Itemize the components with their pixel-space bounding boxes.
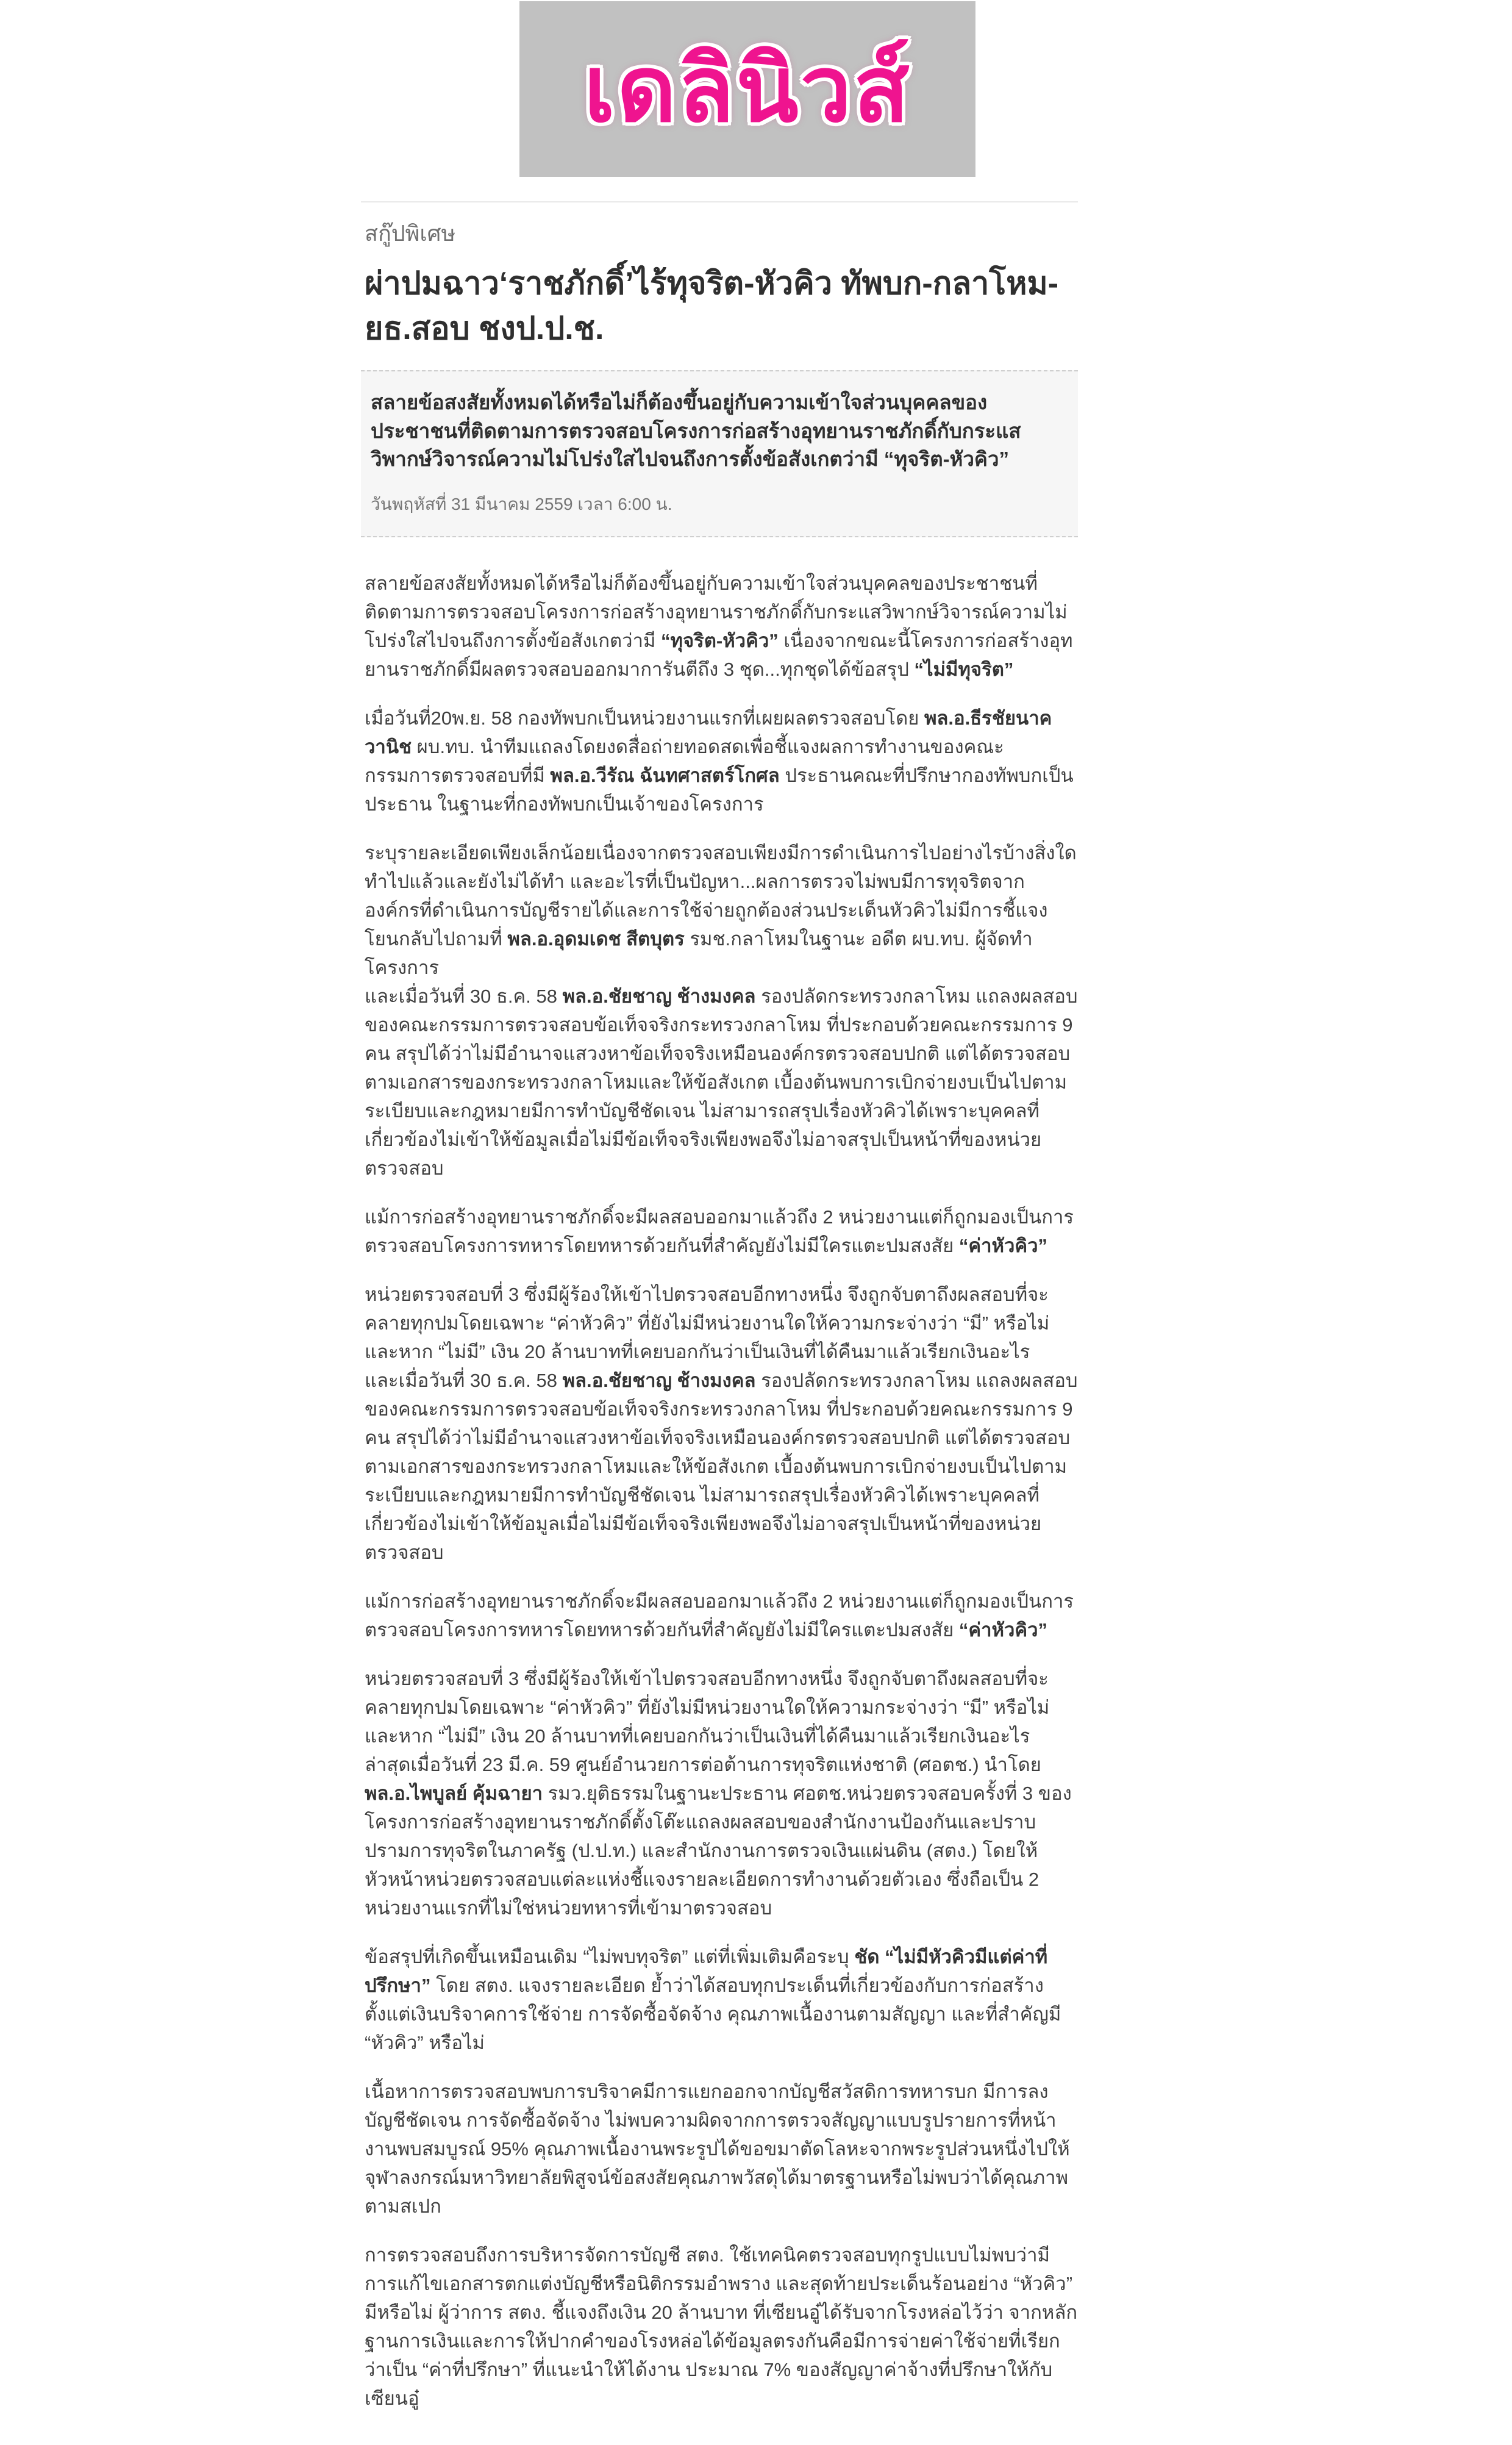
- article-paragraph: ข้อสรุปที่เกิดขึ้นเหมือนเดิม “ไม่พบทุจริต” แต่ที่เพิ่มเติมคือระบุ ชัด “ไม่มีหัวคิวมีแต่ค่าที่ปรึกษา” โดย สตง. แจงรายละเอียด ย้ำว่าได้สอบทุกประเด็นที่เกี่ยวข้องกับการก่อสร้างตั้งแต่เงินบริจาคการใช้จ่าย การจัดซื้อจัดจ้าง คุณภาพเนื้องานตามสัญญา และที่สำคัญมี “หัวคิว” หรือไม่: [365, 1946, 1061, 2054]
- article-body: [361, 569, 1078, 2413]
- publish-date: วันพฤหัสที่ 31 มีนาคม 2559 เวลา 6:00 น.: [371, 495, 672, 514]
- newspaper-logo[interactable]: เดลินิวส์: [583, 38, 911, 140]
- article-paragraph: เนื้อหาการตรวจสอบพบการบริจาคมีการแยกออกจากบัญชีสวัสดิการทหารบก มีการลงบัญชีชัดเจน การจัดซื้อจัดจ้าง ไม่พบความผิดจากการตรวจสัญญาแบบรูปรายการที่หน้างานพบสมบูรณ์ 95% คุณภาพเนื้องานพระรูปได้ขอขมาตัดโลหะจากพระรูปส่วนหนึ่งไปให้จุฬาลงกรณ์มหาวิทยาลัยพิสูจน์ข้อสงสัยคุณภาพวัสดุได้มาตรฐานหรือไม่พบว่าได้คุณภาพตามสเปก: [365, 2081, 1070, 2218]
- article-paragraph: แม้การก่อสร้างอุทยานราชภักดิ์จะมีผลสอบออกมาแล้วถึง 2 หน่วยงานแต่ก็ถูกมองเป็นการตรวจสอบโครงการทหารโดยทหารด้วยกันที่สำคัญยังไม่มีใครแตะปมสงสัย “ค่าหัวคิว”: [365, 1591, 1074, 1641]
- masthead: [519, 1, 975, 177]
- summary-box: [361, 370, 1078, 538]
- category-link[interactable]: สกู๊ปพิเศษ: [365, 221, 456, 246]
- article-paragraph: เมื่อวันที่20พ.ย. 58 กองทัพบกเป็นหน่วยงานแรกที่เผยผลตรวจสอบโดย พล.อ.ธีรชัยนาควานิช ผบ.ทบ. นำทีมแถลงโดยงดสื่อถ่ายทอดสดเพื่อชี้แจงผลการทำงานของคณะกรรมการตรวจสอบที่มี พล.อ.วีรัณ ฉันทศาสตร์โกศล ประธานคณะที่ปรึกษากองทัพบกเป็นประธาน ในฐานะที่กองทัพบกเป็นเจ้าของโครงการ: [365, 707, 1074, 815]
- article-paragraph: ระบุรายละเอียดเพียงเล็กน้อยเนื่องจากตรวจสอบเพียงมีการดำเนินการไปอย่างไรบ้างสิ่งใดทำไปแล้วและยังไม่ได้ทำ และอะไรที่เป็นปัญหา...ผลการตรวจไม่พบมีการทุจริตจากองค์กรที่ดำเนินการบัญชีรายได้และการใช้จ่ายถูกต้องส่วนประเด็นหัวคิวไม่มีการชี้แจงโยนกลับไปถามที่ พล.อ.อุดมเดช สีตบุตร รมช.กลาโหมในฐานะ อดีต ผบ.ทบ. ผู้จัดทำโครงการ และเมื่อวันที่ 30 ธ.ค. 58 พล.อ.ชัยชาญ ช้างมงคล รองปลัดกระทรวงกลาโหม แถลงผลสอบของคณะกรรมการตรวจสอบข้อเท็จจริงกระทรวงกลาโหม ที่ประกอบด้วยคณะกรรมการ 9 คน สรุปได้ว่าไม่มีอำนาจแสวงหาข้อเท็จจริงเหมือนองค์กรตรวจสอบปกติ แต่ได้ตรวจสอบตามเอกสารของกระทรวงกลาโหมและให้ข้อสังเกต เบื้องต้นพบการเบิกจ่ายงบเป็นไปตามระเบียบและกฎหมายมีการทำบัญชีชัดเจน ไม่สามารถสรุปเรื่องหัวคิวได้เพราะบุคคลที่เกี่ยวข้องไม่เข้าให้ข้อมูลเมื่อไม่มีข้อเท็จจริงเพียงพอจึงไม่อาจสรุปเป็นหน้าที่ของหน่วยตรวจสอบ: [365, 842, 1078, 1180]
- article-paragraph: การตรวจสอบถึงการบริหารจัดการบัญชี สตง. ใช้เทคนิคตรวจสอบทุกรูปแบบไม่พบว่ามีการแก้ไขเอกสารตกแต่งบัญชีหรือนิติกรรมอำพราง และสุดท้ายประเด็นร้อนอย่าง “หัวคิว” มีหรือไม่ ผู้ว่าการ สตง. ชี้แจงถึงเงิน 20 ล้านบาท ที่เซียนอู๋ได้รับจากโรงหล่อไว้ว่า จากหลักฐานการเงินและการให้ปากคำของโรงหล่อได้ข้อมูลตรงกันคือมีการจ่ายค่าใช้จ่ายที่เรียกว่าเป็น “ค่าที่ปรึกษา” ที่แนะนำให้ได้งาน ประมาณ 7% ของสัญญาค่าจ้างที่ปรึกษาให้กับเซียนอู๋: [365, 2244, 1078, 2410]
- article-paragraph: หน่วยตรวจสอบที่ 3 ซึ่งมีผู้ร้องให้เข้าไปตรวจสอบอีกทางหนึ่ง จึงถูกจับตาถึงผลสอบที่จะคลายทุกปมโดยเฉพาะ “ค่าหัวคิว” ที่ยังไม่มีหน่วยงานใดให้ความกระจ่างว่า “มี” หรือไม่และหาก “ไม่มี” เงิน 20 ล้านบาทที่เคยบอกกันว่าเป็นเงินที่ได้คืนมาแล้วเรียกเงินอะไร ล่าสุดเมื่อวันที่ 23 มี.ค. 59 ศูนย์อำนวยการต่อต้านการทุจริตแห่งชาติ (ศอตช.) นำโดย พล.อ.ไพบูลย์ คุ้มฉายา รมว.ยุติธรรมในฐานะประธาน ศอตช.หน่วยตรวจสอบครั้งที่ 3 ของโครงการก่อสร้างอุทยานราชภักดิ์ตั้งโต๊ะแถลงผลสอบของสำนักงานป้องกันและปราบปรามการทุจริตในภาครัฐ (ป.ป.ท.) และสำนักงานการตรวจเงินแผ่นดิน (สตง.) โดยให้หัวหน้าหน่วยตรวจสอบแต่ละแห่งชี้แจงรายละเอียดการทำงานด้วยตัวเอง ซึ่งถือเป็น 2 หน่วยงานแรกที่ไม่ใช่หน่วยทหารที่เข้ามาตรวจสอบ: [365, 1668, 1072, 1919]
- article: [361, 201, 1078, 2445]
- headline: ผ่าปมฉาว‘ราชภักดิ์’ไร้ทุจริต-หัวคิว ทัพบก-กลาโหม-ยธ.สอบ ชงป.ป.ช.: [365, 266, 1059, 346]
- article-paragraph: หน่วยตรวจสอบที่ 3 ซึ่งมีผู้ร้องให้เข้าไปตรวจสอบอีกทางหนึ่ง จึงถูกจับตาถึงผลสอบที่จะคลายทุกปมโดยเฉพาะ “ค่าหัวคิว” ที่ยังไม่มีหน่วยงานใดให้ความกระจ่างว่า “มี” หรือไม่และหาก “ไม่มี” เงิน 20 ล้านบาทที่เคยบอกกันว่าเป็นเงินที่ได้คืนมาแล้วเรียกเงินอะไร และเมื่อวันที่ 30 ธ.ค. 58 พล.อ.ชัยชาญ ช้างมงคล รองปลัดกระทรวงกลาโหม แถลงผลสอบของคณะกรรมการตรวจสอบข้อเท็จจริงกระทรวงกลาโหม ที่ประกอบด้วยคณะกรรมการ 9 คน สรุปได้ว่าไม่มีอำนาจแสวงหาข้อเท็จจริงเหมือนองค์กรตรวจสอบปกติ แต่ได้ตรวจสอบตามเอกสารของกระทรวงกลาโหมและให้ข้อสังเกต เบื้องต้นพบการเบิกจ่ายงบเป็นไปตามระเบียบและกฎหมายมีการทำบัญชีชัดเจน ไม่สามารถสรุปเรื่องหัวคิวได้เพราะบุคคลที่เกี่ยวข้องไม่เข้าให้ข้อมูลเมื่อไม่มีข้อเท็จจริงเพียงพอจึงไม่อาจสรุปเป็นหน้าที่ของหน่วยตรวจสอบ: [365, 1284, 1078, 1564]
- article-paragraph: แม้การก่อสร้างอุทยานราชภักดิ์จะมีผลสอบออกมาแล้วถึง 2 หน่วยงานแต่ก็ถูกมองเป็นการตรวจสอบโครงการทหารโดยทหารด้วยกันที่สำคัญยังไม่มีใครแตะปมสงสัย “ค่าหัวคิว”: [365, 1206, 1074, 1257]
- summary-text: สลายข้อสงสัยทั้งหมดได้หรือไม่ก็ต้องขึ้นอยู่กับความเข้าใจส่วนบุคคลของประชาชนที่ติดตามการตรวจสอบโครงการก่อสร้างอุทยานราชภักดิ์กับกระแสวิพากษ์วิจารณ์ความไม่โปร่งใสไปจนถึงการตั้งข้อสังเกตว่ามี “ทุจริต-หัวคิว”: [371, 390, 1021, 471]
- article-paragraph: สลายข้อสงสัยทั้งหมดได้หรือไม่ก็ต้องขึ้นอยู่กับความเข้าใจส่วนบุคคลของประชาชนที่ติดตามการตรวจสอบโครงการก่อสร้างอุทยานราชภักดิ์กับกระแสวิพากษ์วิจารณ์ความไม่โปร่งใสไปจนถึงการตั้งข้อสังเกตว่ามี “ทุจริต-หัวคิว” เนื่องจากขณะนี้โครงการก่อสร้างอุทยานราชภักดิ์มีผลตรวจสอบออกมาการันตีถึง 3 ชุด...ทุกชุดได้ข้อสรุป “ไม่มีทุจริต”: [365, 573, 1073, 681]
- page: [0, 1, 1512, 2445]
